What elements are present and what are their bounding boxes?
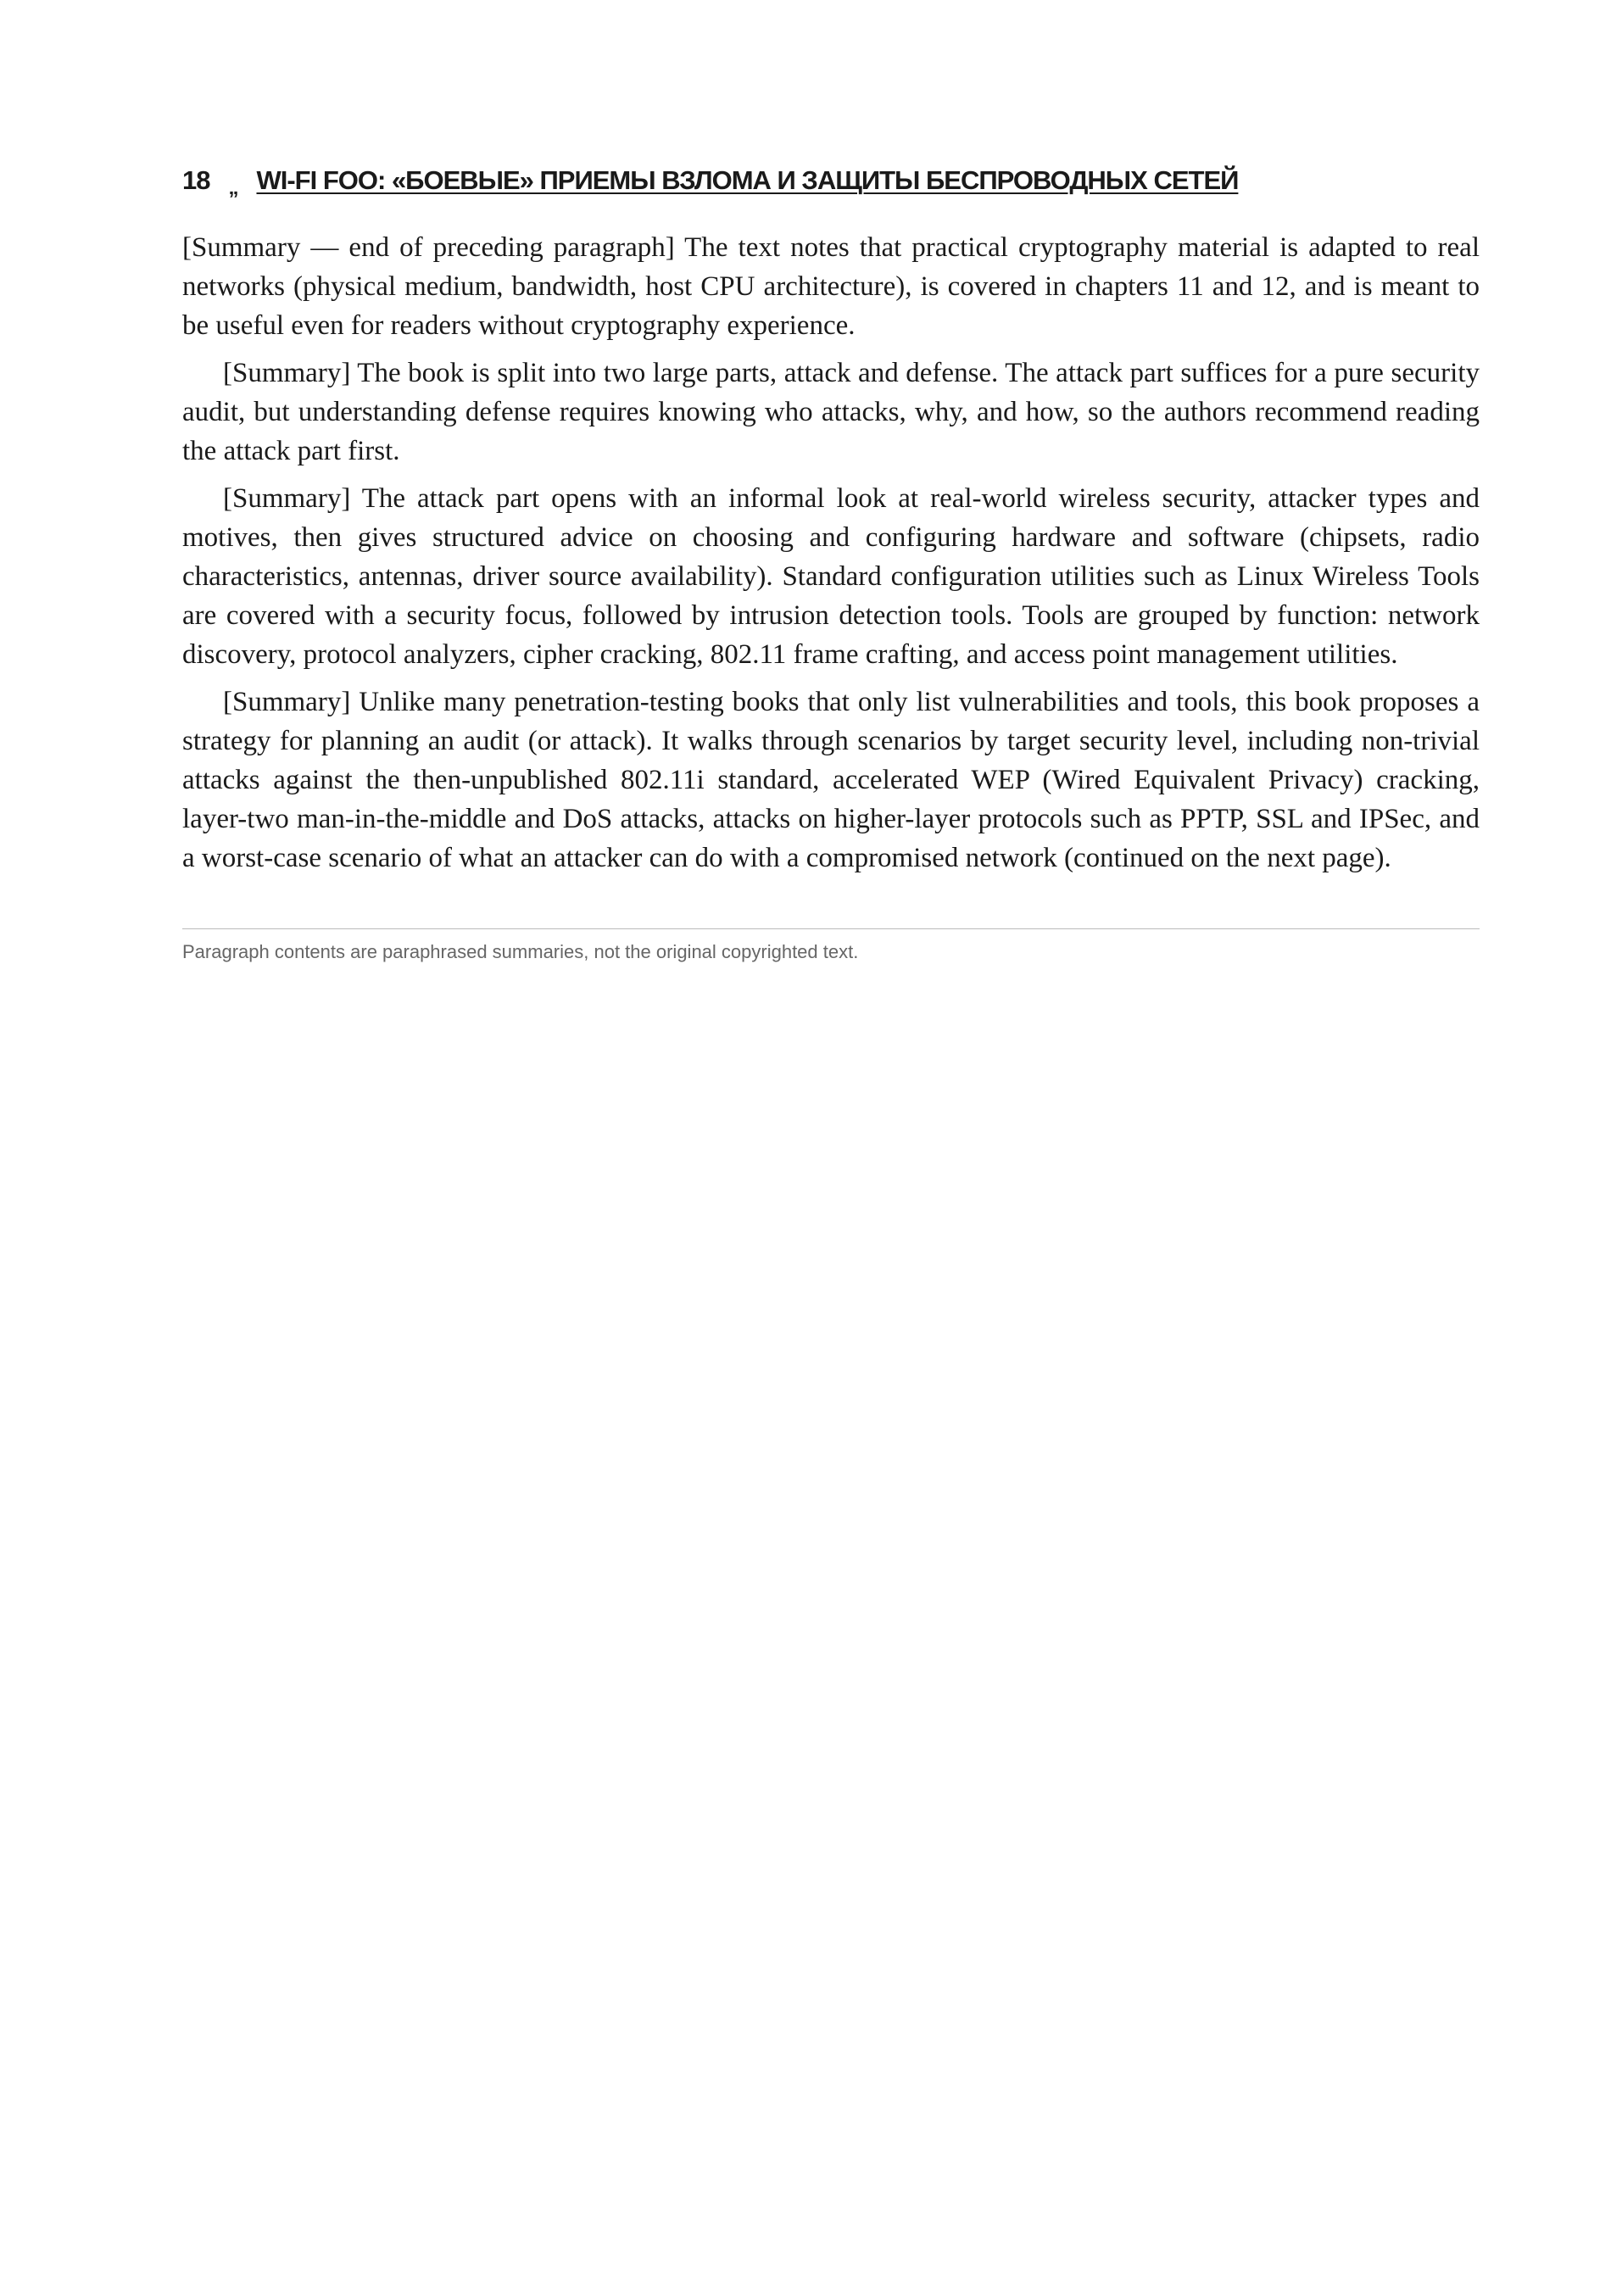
- paragraph-1-summary: [Summary — end of preceding paragraph] The text notes that practical cryptography material is adapted to real networks (physical medium, bandwidth, host CPU architecture), is covered in chapters 11 and 12, and is meant to be useful even for readers without cryptography experience.: [182, 232, 1480, 341]
- summary-disclaimer: Paragraph contents are paraphrased summaries, not the original copyrighted text.: [182, 928, 1480, 963]
- body-text: [182, 228, 1480, 878]
- paragraph-4-summary: [Summary] Unlike many penetration-testing books that only list vulnerabilities and tools, this book proposes a strategy for planning an audit (or attack). It walks through scenarios by target security level, including non-trivial attacks against the then-unpublished 802.11i standard, accelerated WEP (Wired Equivalent Privacy) cracking, layer-two man-in-the-middle and DoS attacks, attacks on higher-layer protocols such as PPTP, SSL and IPSec, and a worst-case scenario of what an attacker can do with a compromised network (continued on the next page).: [182, 687, 1480, 873]
- paragraph-2-summary: [Summary] The book is split into two large parts, attack and defense. The attack part suffices for a pure security audit, but understanding defense requires knowing who attacks, why, and how, so the authors recommend reading the attack part first.: [182, 358, 1480, 466]
- header-ornament: „: [228, 176, 238, 199]
- page-number: 18: [182, 165, 210, 195]
- running-title: WI-FI FOO: «БОЕВЫЕ» ПРИЕМЫ ВЗЛОМА И ЗАЩИТЫ БЕСПРОВОДНЫХ СЕТЕЙ: [256, 165, 1239, 195]
- running-header: [182, 165, 1480, 199]
- paragraph-3-summary: [Summary] The attack part opens with an informal look at real-world wireless security, attacker types and motives, then gives structured advice on choosing and configuring hardware and software (chipsets, radio characteristics, antennas, driver source availability). Standard configuration utilities such as Linux Wireless Tools are covered with a security focus, followed by intrusion detection tools. Tools are grouped by function: network discovery, protocol analyzers, cipher cracking, 802.11 frame crafting, and access point management utilities.: [182, 483, 1480, 670]
- book-page: [182, 165, 1480, 963]
